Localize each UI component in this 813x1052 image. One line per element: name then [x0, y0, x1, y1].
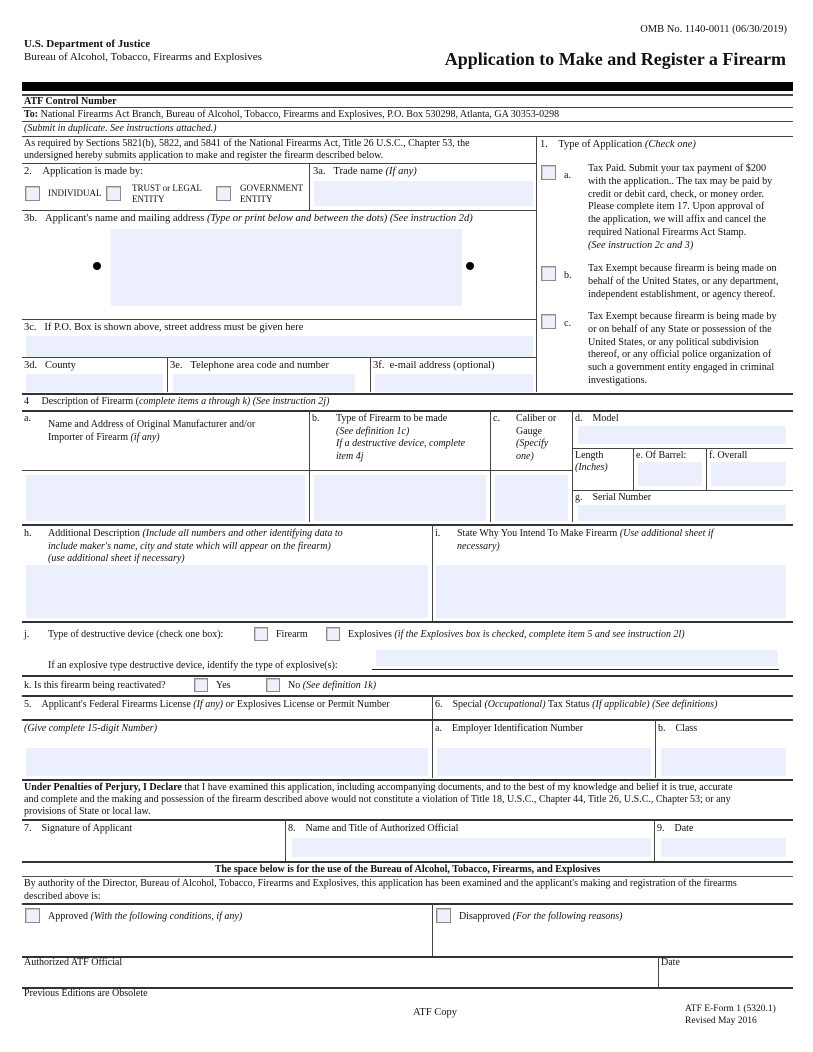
- signature-label: 7. Signature of Applicant: [24, 823, 133, 834]
- address-right-dot: [466, 262, 474, 270]
- item4b-letter: b.: [312, 413, 320, 424]
- trade-name-input[interactable]: [314, 181, 533, 206]
- item4-label: 4 Description of Firearm (complete items a through k) (See instruction 2j): [24, 396, 330, 407]
- statutory-text-line2: undersigned hereby submits application to make and register the firearm described below.: [24, 150, 384, 161]
- divider: [22, 107, 793, 108]
- license-number-input[interactable]: [26, 748, 428, 776]
- copy-label: ATF Copy: [413, 1007, 458, 1018]
- firearm-type-label: Type of Firearm to be made (See definition 1c) If a destructive device, complete item 4j: [336, 413, 466, 462]
- firearm-type-input[interactable]: [314, 475, 486, 521]
- barrel-length-input[interactable]: [638, 462, 702, 486]
- divider: [22, 779, 793, 781]
- length-label: Length (Inches): [575, 450, 608, 473]
- option-a-letter: a.: [564, 170, 571, 181]
- agency-department: U.S. Department of Justice: [24, 38, 151, 50]
- address-left-dot: [93, 262, 101, 270]
- serial-number-label: g. Serial Number: [575, 492, 652, 503]
- explosive-type-input[interactable]: [376, 650, 778, 666]
- divider: [22, 410, 793, 412]
- divider: [572, 490, 793, 491]
- overall-length-input[interactable]: [711, 462, 786, 486]
- option-c-letter: c.: [564, 318, 571, 329]
- divider: [432, 903, 433, 956]
- county-input[interactable]: [26, 374, 163, 392]
- destructive-firearm-checkbox[interactable]: [254, 627, 268, 641]
- divider: [432, 524, 433, 621]
- divider: [22, 675, 793, 677]
- divider: [536, 136, 537, 392]
- obsolete-notice: Previous Editions are Obsolete: [24, 988, 148, 999]
- item4i-letter: i.: [435, 528, 441, 539]
- divider: [285, 819, 286, 861]
- license-hint: (Give complete 15-digit Number): [24, 723, 158, 734]
- caliber-label: Caliber or Gauge (Specify one): [516, 413, 557, 462]
- item1-label: 1. Type of Application (Check one): [540, 139, 696, 150]
- omb-number: OMB No. 1140-0011 (06/30/2019): [640, 24, 787, 35]
- divider: [167, 357, 168, 392]
- individual-label: INDIVIDUAL: [48, 188, 102, 198]
- additional-description-input[interactable]: [26, 565, 428, 618]
- tax-paid-checkbox[interactable]: [541, 165, 556, 180]
- approved-checkbox[interactable]: [25, 908, 40, 923]
- ein-input[interactable]: [437, 748, 651, 776]
- trust-legal-entity-checkbox[interactable]: [106, 186, 121, 201]
- tax-exempt-state-checkbox[interactable]: [541, 314, 556, 329]
- divider: [490, 410, 491, 522]
- intent-input[interactable]: [436, 565, 786, 618]
- model-input[interactable]: [578, 426, 786, 444]
- destructive-firearm-label: Firearm: [276, 629, 308, 640]
- divider: [22, 524, 793, 526]
- divider: [22, 903, 793, 905]
- tax-exempt-us-checkbox[interactable]: [541, 266, 556, 281]
- divider: [22, 319, 537, 320]
- destructive-device-label: Type of destructive device (check one box):: [48, 629, 224, 640]
- item4c-letter: c.: [493, 413, 500, 424]
- divider: [658, 956, 659, 987]
- divider: [22, 861, 793, 863]
- reactivated-yes-label: Yes: [216, 680, 231, 691]
- official-name-input[interactable]: [292, 838, 651, 857]
- authorized-official-label: Authorized ATF Official: [24, 957, 123, 968]
- divider: [22, 470, 573, 471]
- divider: [22, 719, 793, 721]
- barrel-length-label: e. Of Barrel:: [636, 450, 687, 461]
- reactivated-yes-checkbox[interactable]: [194, 678, 208, 692]
- intent-label: State Why You Intend To Make Firearm (Use additional sheet if necessary): [457, 528, 714, 552]
- additional-description-label: Additional Description (Include all numbers and other identifying data to include maker's name, city and state which will appear on the firearm) (use additional sheet if necessary): [48, 528, 343, 564]
- divider: [309, 410, 310, 522]
- atf-date-label: Date: [661, 957, 680, 968]
- mailing-address-line: To: National Firearms Act Branch, Bureau of Alcohol, Tobacco, Firearms and Explosives, P.O. Box 530298, Atlanta, GA 30353-0298: [24, 109, 560, 120]
- overall-length-label: f. Overall: [709, 450, 748, 461]
- government-entity-label: GOVERNMENT ENTITY: [240, 183, 303, 204]
- item4h-letter: h.: [24, 528, 32, 539]
- title-rule: [22, 82, 793, 91]
- reactivated-no-label: No (See definition 1k): [288, 680, 377, 691]
- tax-exempt-us-description: Tax Exempt because firearm is being made on behalf of the United States, or any department, independent establishment, or agency thereof.: [588, 263, 779, 300]
- divider: [22, 819, 793, 821]
- trade-name-label: 3a. Trade name (If any): [313, 166, 417, 177]
- model-label: d. Model: [575, 413, 619, 424]
- page-title: Application to Make and Register a Firearm: [444, 49, 786, 69]
- class-input[interactable]: [661, 748, 786, 776]
- manufacturer-label: Name and Address of Original Manufacturer and/or Importer of Firearm (if any): [48, 419, 256, 443]
- caliber-input[interactable]: [495, 475, 568, 521]
- divider: [572, 410, 573, 522]
- reactivated-no-checkbox[interactable]: [266, 678, 280, 692]
- street-address-label: 3c. If P.O. Box is shown above, street address must be given here: [24, 322, 304, 333]
- government-entity-checkbox[interactable]: [216, 186, 231, 201]
- serial-number-input[interactable]: [578, 505, 786, 521]
- explosive-type-underline: [372, 669, 779, 670]
- class-label: b. Class: [658, 723, 698, 734]
- item4j-letter: j.: [24, 629, 30, 640]
- divider: [22, 695, 793, 697]
- applicant-address-input[interactable]: [111, 229, 462, 306]
- divider: [22, 210, 537, 211]
- atf-control-number-label: ATF Control Number: [24, 96, 117, 107]
- official-name-label: 8. Name and Title of Authorized Official: [288, 823, 459, 834]
- disapproved-label: Disapproved (For the following reasons): [459, 911, 623, 922]
- divider: [655, 719, 656, 778]
- divider: [22, 94, 793, 96]
- divider: [22, 121, 793, 122]
- option-b-letter: b.: [564, 270, 572, 281]
- trust-legal-entity-label: TRUST or LEGAL ENTITY: [132, 183, 202, 204]
- divider: [572, 448, 793, 449]
- ein-label: a. Employer Identification Number: [435, 723, 584, 734]
- item4a-letter: a.: [24, 413, 31, 424]
- divider: [22, 163, 537, 164]
- submit-note: (Submit in duplicate. See instructions attached.): [24, 123, 217, 134]
- applicant-address-label: 3b. Applicant's name and mailing address (Type or print below and between the dots) (See instruction 2d): [24, 213, 473, 224]
- agency-bureau: Bureau of Alcohol, Tobacco, Firearms and Explosives: [24, 51, 262, 63]
- item2-label: 2. Application is made by:: [24, 166, 143, 177]
- destructive-explosives-checkbox[interactable]: [326, 627, 340, 641]
- divider: [654, 819, 655, 861]
- street-address-input[interactable]: [26, 336, 533, 357]
- explosive-type-label: If an explosive type destructive device, identify the type of explosive(s):: [48, 660, 338, 671]
- email-input[interactable]: [375, 374, 533, 392]
- destructive-explosives-label: Explosives (if the Explosives box is checked, complete item 5 and see instruction 2l): [348, 629, 685, 640]
- date-label: 9. Date: [657, 823, 694, 834]
- manufacturer-input[interactable]: [26, 475, 305, 521]
- tax-exempt-state-description: Tax Exempt because firearm is being made by or on behalf of any State or possession of the United States, or any political subdivision thereof, or any official police organization of such a government entity engaged in criminal investigations.: [588, 311, 777, 386]
- reactivated-label: k. Is this firearm being reactivated?: [24, 680, 166, 691]
- tax-status-label: 6. Special (Occupational) Tax Status (If applicable) (See definitions): [435, 699, 718, 710]
- telephone-input[interactable]: [173, 374, 355, 392]
- individual-checkbox[interactable]: [25, 186, 40, 201]
- approved-label: Approved (With the following conditions, if any): [48, 911, 243, 922]
- tax-paid-description: Tax Paid. Submit your tax payment of $200 with the application.. The tax may be paid by credit or debit card, check, or money order. Please complete item 17. Upon approval of the application, we will affix and cancel the required National Firearms Act Stamp. (See instruction 2c and 3): [588, 163, 773, 251]
- divider: [633, 448, 634, 490]
- atf-use-heading: The space below is for the use of the Bureau of Alcohol, Tobacco, Firearms, and Explosives: [214, 864, 601, 875]
- statutory-text-line1: As required by Sections 5821(b), 5822, and 5841 of the National Firearms Act, Title 26 U.S.C., Chapter 53, the: [24, 138, 470, 149]
- divider: [706, 448, 707, 490]
- county-label: 3d. County: [24, 360, 76, 371]
- form-identifier: ATF E-Form 1 (5320.1) Revised May 2016: [685, 1004, 776, 1026]
- perjury-declaration: Under Penalties of Perjury, I Declare that I have examined this application, including accompanying documents, and to the best of my knowledge and belief it is true, accurate and complete and the making and possession of the firearm described above would not constitute a violation of Title 18, U.S.C., Chapter 44, Title 26, U.S.C., Chapter 53; or any provisions of State or local law.: [24, 782, 733, 818]
- divider: [22, 136, 793, 137]
- divider: [22, 621, 793, 623]
- divider: [309, 163, 310, 210]
- email-label: 3f. e-mail address (optional): [373, 360, 495, 371]
- telephone-label: 3e. Telephone area code and number: [170, 360, 330, 371]
- atf-authority-text: By authority of the Director, Bureau of Alcohol, Tobacco, Firearms and Explosives, this application has been examined and the applicant's making and registration of the firearms described above is:: [24, 878, 737, 902]
- divider: [432, 695, 433, 778]
- divider: [22, 876, 793, 877]
- signature-area[interactable]: [26, 836, 282, 858]
- divider: [370, 357, 371, 392]
- divider: [22, 357, 537, 358]
- disapproved-checkbox[interactable]: [436, 908, 451, 923]
- divider: [22, 393, 793, 395]
- date-input[interactable]: [661, 838, 786, 857]
- license-label: 5. Applicant's Federal Firearms License (If any) or Explosives License or Permit Number: [24, 699, 390, 710]
